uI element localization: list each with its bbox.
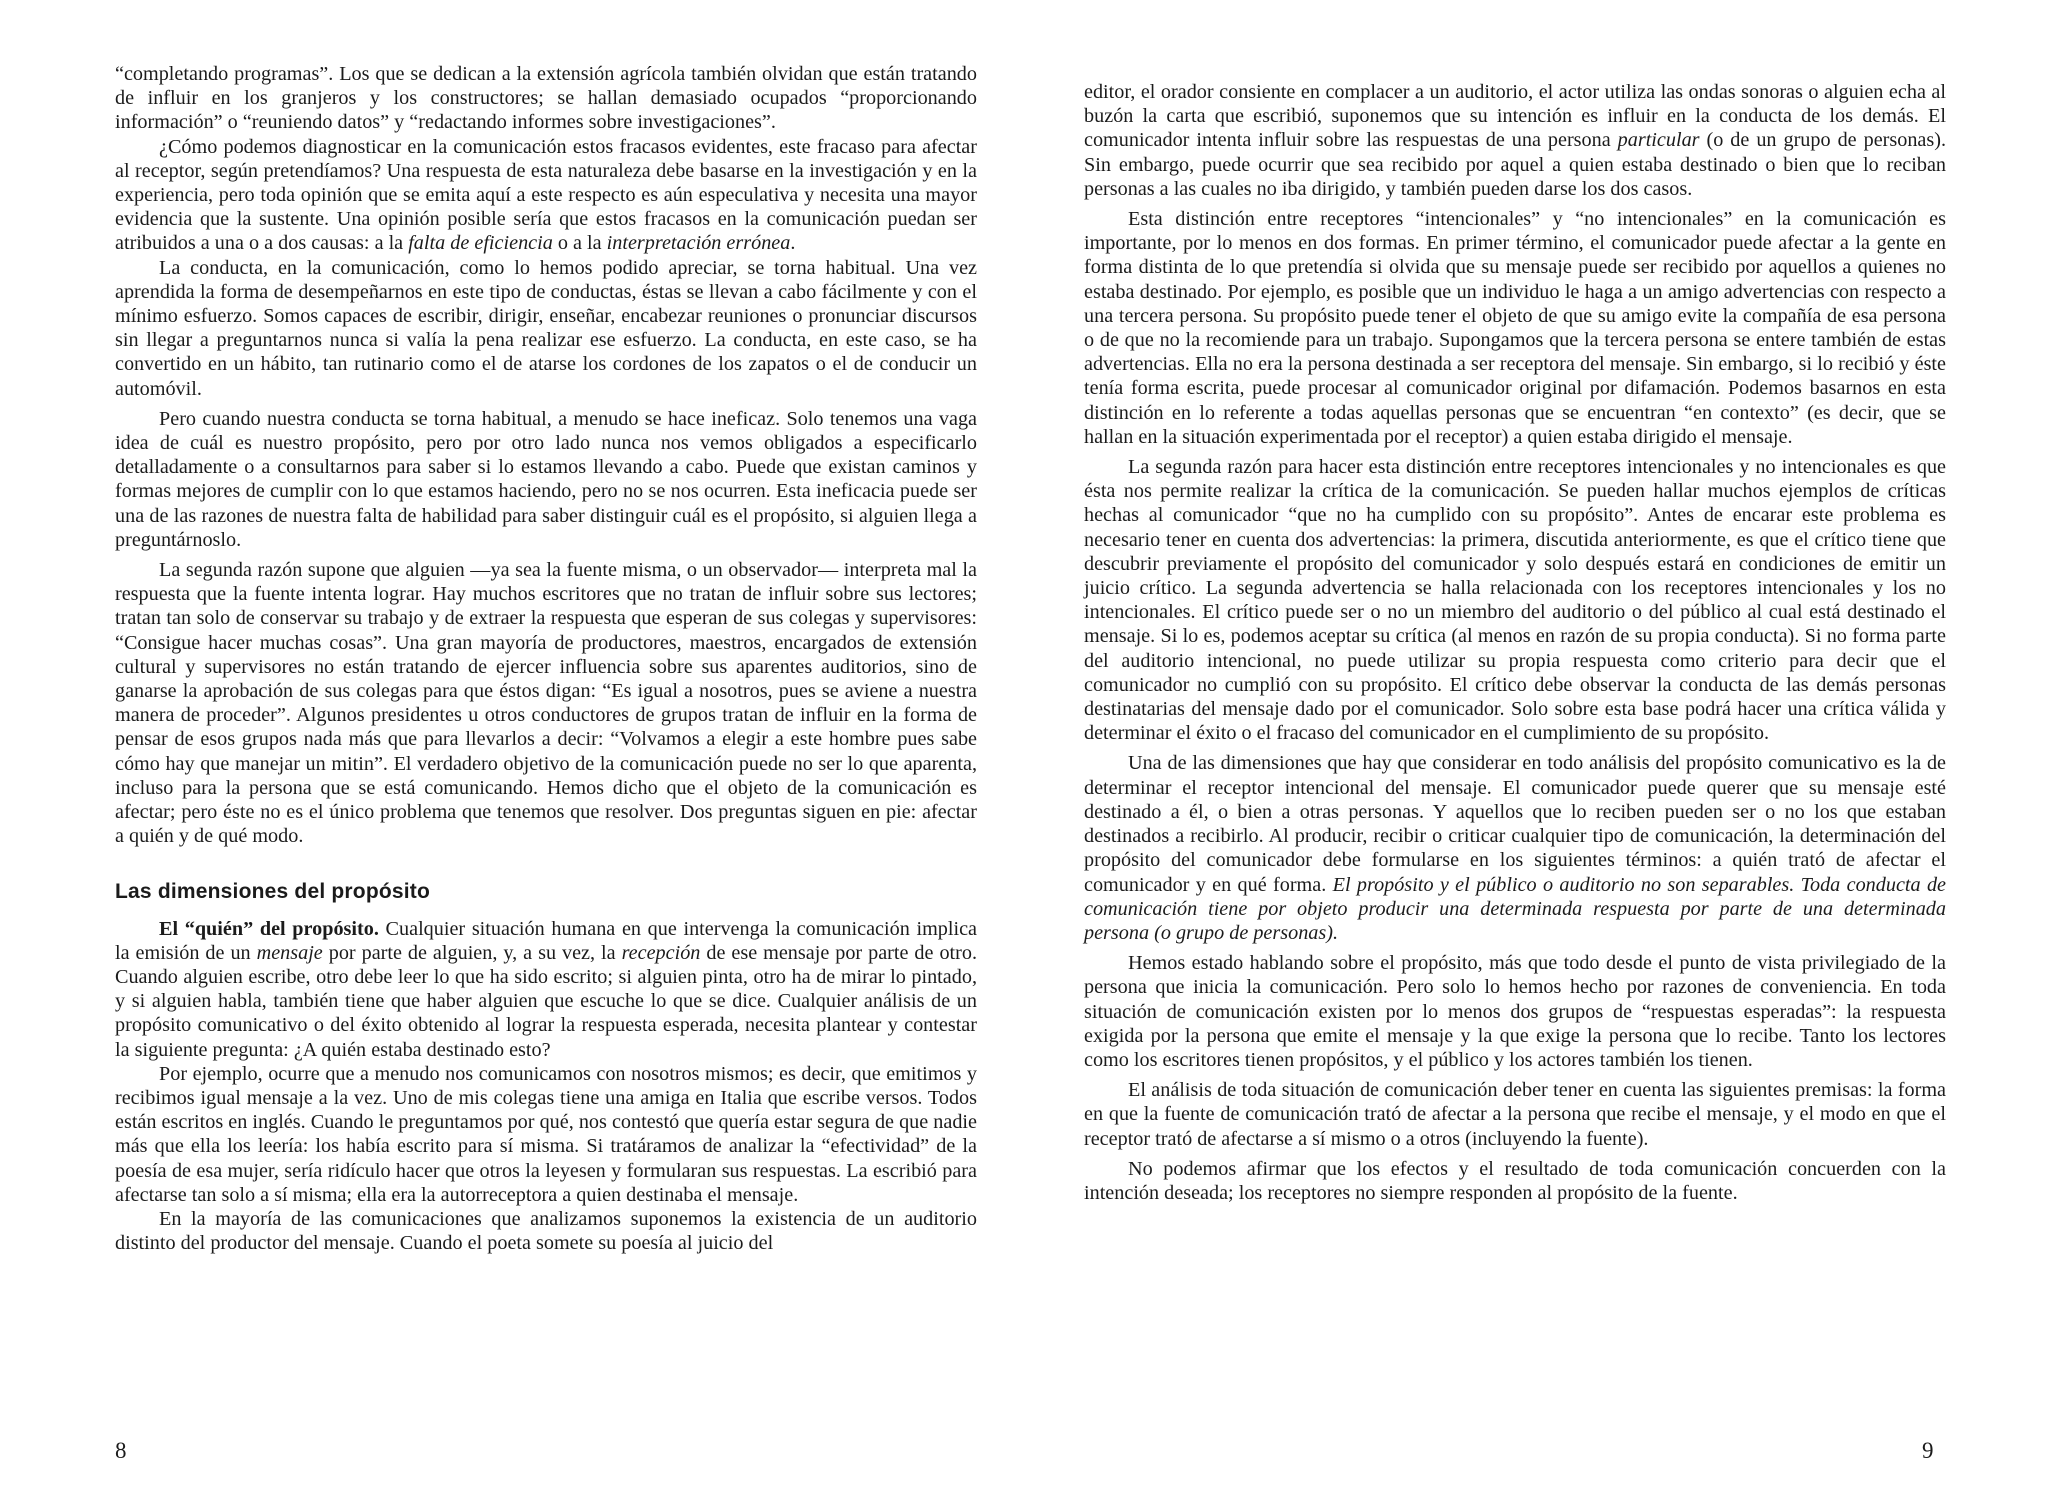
right-page-text <box>1084 80 1946 1205</box>
paragraph: En la mayoría de las comunicaciones que analizamos suponemos la existencia de un auditorio distinto del productor del mensaje. Cuando el poeta somete su poesía al juicio del <box>115 1207 977 1255</box>
page-number: 8 <box>115 1438 127 1463</box>
paragraph: Una de las dimensiones que hay que considerar en todo análisis del propósito comunicativo es la de determinar el receptor intencional del mensaje. El comunicador puede querer que su mensaje esté destinado a él, o bien a otras personas. Y aquellos que lo reciben pueden ser o no los que estaban destinados a recibirlo. Al producir, recibir o criticar cualquier tipo de comunicación, la determinación del propósito del comunicador debe formularse en los siguientes términos: a quién trató de afectar el comunicador y en qué forma. El propósito y el público o auditorio no son separables. Toda conducta de comunicación tiene por objeto producir una determinada respuesta por parte de una determinada persona (o grupo de personas). <box>1084 752 1946 944</box>
right-page <box>1024 0 2048 1501</box>
paragraph: El análisis de toda situación de comunicación deber tener en cuenta las siguientes premisas: la forma en que la fuente de comunicación trató de afectar a la persona que recibe el mensaje, y el modo en que el receptor trató de afectarse a sí mismo o a otros (incluyendo la fuente). <box>1084 1079 1946 1150</box>
paragraph: No podemos afirmar que los efectos y el resultado de toda comunicación concuerden con la intención deseada; los receptores no siempre responden al propósito de la fuente. <box>1084 1157 1946 1204</box>
paragraph: editor, el orador consiente en complacer a un auditorio, el actor utiliza las ondas sonoras o alguien echa al buzón la carta que escribió, suponemos que su intención es influir en la conducta de los demás. El comunicador intenta influir sobre las respuestas de una persona particular (o de un grupo de personas). Sin embargo, puede ocurrir que sea recibido por aquel a quien estaba destinado o bien que lo reciban personas a las cuales no iba dirigido, y también pueden darse los dos casos. <box>1084 81 1947 200</box>
paragraph: Por ejemplo, ocurre que a menudo nos comunicamos con nosotros mismos; es decir, que emitimos y recibimos igual mensaje a la vez. Uno de mis colegas tiene una amiga en Italia que escribe versos. Todos están escritos en inglés. Cuando le preguntamos por qué, nos contestó que quería estar segura de que nadie más que ella los leería: los había escrito para sí misma. Si tratáramos de analizar la “efectividad” de la poesía de esa mujer, sería ridículo hacer que otros la leyesen y formularan sus respuestas. La escribió para afectarse tan solo a sí misma; ella era la autorreceptora a quien destinaba el mensaje. <box>115 1062 977 1206</box>
paragraph: La segunda razón supone que alguien —ya sea la fuente misma, o un observador— interpreta mal la respuesta que la fuente intenta lograr. Hay muchos escritores que no tratan de influir sobre sus lectores; tratan tan solo de conservar su trabajo y de extraer la respuesta que esperan de sus colegas y supervisores: “Consigue hacer muchas cosas”. Una gran mayoría de productores, maestros, encargados de extensión cultural y supervisores no están tratando de ejercer influencia sobre sus aparentes auditorios, sino de ganarse la aprobación de sus colegas para que éstos digan: “Es igual a nosotros, pues se aviene a nuestra manera de proceder”. Algunos presidentes u otros conductores de grupos tratan de influir en la forma de pensar de esos grupos nada más que para llevarlos a decir: “Volvamos a elegir a este hombre pues sabe cómo hay que manejar un mitin”. El verdadero objetivo de la comunicación puede no ser lo que aparenta, incluso para la persona que se está comunicando. Hemos dicho que el objeto de la comunicación es afectar; pero éste no es el único problema que tenemos que resolver. Dos preguntas siguen en pie: afectar a quién y de qué modo. <box>115 559 977 848</box>
paragraph: El “quién” del propósito. Cualquier situación humana en que intervenga la comunicación implica la emisión de un mensaje por parte de alguien, y, a su vez, la recepción de ese mensaje por parte de otro. Cuando alguien escribe, otro debe leer lo que ha sido escrito; si alguien pinta, otro ha de mirar lo pintado, y si alguien habla, también tiene que haber alguien que escuche lo que se dice. Cualquier análisis de un propósito comunicativo o del éxito obtenido al lograr la respuesta esperada, necesita plantear y contestar la siguiente pregunta: ¿A quién estaba destinado esto? <box>115 917 978 1061</box>
paragraph: ¿Cómo podemos diagnosticar en la comunicación estos fracasos evidentes, este fracaso para afectar al receptor, según pretendíamos? Una respuesta de esta naturaleza debe basarse en la investigación y en la experiencia, pero toda opinión que se emita aquí a este respecto es aún especulativa y necesita una mayor evidencia que la sustente. Una opinión posible sería que estos fracasos en la comunicación puedan ser atribuidos a una o a dos causas: a la falta de eficiencia o a la interpretación errónea. <box>115 135 977 255</box>
paragraph: “completando programas”. Los que se dedican a la extensión agrícola también olvidan que están tratando de influir en los granjeros y los constructores; se hallan demasiado ocupados “proporcionando información” o “reuniendo datos” y “redactando informes sobre investigaciones”. <box>115 63 977 134</box>
page-number: 9 <box>1922 1438 1934 1463</box>
left-page-text <box>115 62 977 1255</box>
section-heading: Las dimensiones del propósito <box>115 879 431 903</box>
paragraph: La segunda razón para hacer esta distinción entre receptores intencionales y no intencionales es que ésta nos permite realizar la crítica de la comunicación. Se pueden hallar muchos ejemplos de críticas hechas al comunicador “que no ha cumplido con su propósito”. Antes de encarar este problema es necesario tener en cuenta dos advertencias: la primera, discutida anteriormente, es que el crítico tiene que descubrir previamente el propósito del comunicador y solo después estará en condiciones de emitir un juicio crítico. La segunda advertencia se halla relacionada con los receptores intencionales y los no intencionales. El crítico puede ser o no un miembro del auditorio o del público al cual está destinado el mensaje. Si lo es, podemos aceptar su crítica (al menos en razón de su propia conducta). Si no forma parte del auditorio intencional, no puede utilizar su propia respuesta como criterio para decir que el comunicador no cumplió con su propósito. El crítico debe observar la conducta de las demás personas destinatarias del mensaje dado por el comunicador. Solo sobre esta base podrá hacer una crítica válida y determinar el éxito o el fracaso del comunicador en el cumplimiento de su propósito. <box>1084 456 1946 745</box>
run-in-heading: El “quién” del propósito. <box>159 917 379 940</box>
paragraph: La conducta, en la comunicación, como lo hemos podido apreciar, se torna habitual. Una vez aprendida la forma de desempeñarnos en este tipo de conductas, éstas se llevan a cabo fácilmente y con el mínimo esfuerzo. Somos capaces de escribir, dirigir, enseñar, encabezar reuniones o pronunciar discursos sin llegar a preguntarnos nunca si valía la pena realizar ese esfuerzo. La conducta, en este caso, se ha convertido en un hábito, tan rutinario como el de atarse los cordones de los zapatos o el de conducir un automóvil. <box>115 256 977 400</box>
paragraph: Esta distinción entre receptores “intencionales” y “no intencionales” en la comunicación es importante, por lo menos en dos formas. En primer término, el comunicador puede afectar a la gente en forma distinta de lo que pretendía si olvida que su mensaje puede ser recibido por aquellos a quienes no estaba destinado. Por ejemplo, es posible que un individuo le haga a un amigo advertencias con respecto a una tercera persona. Su propósito puede tener el objeto de que su amigo evite la compañía de esa persona o de que no la recomiende para un trabajo. Supongamos que la tercera persona se entere también de estas advertencias. Ella no era la persona destinada a ser receptora del mensaje. Sin embargo, si lo recibió y éste tenía forma escrita, puede procesar al comunicador original por difamación. Podemos basarnos en esta distinción en lo referente a todas aquellas personas que se encuentran “en contexto” (es decir, que se hallan en la situación experimentada por el receptor) a quien estaba dirigido el mensaje. <box>1084 208 1946 448</box>
paragraph: Pero cuando nuestra conducta se torna habitual, a menudo se hace ineficaz. Solo tenemos una vaga idea de cuál es nuestro propósito, pero por otro lado nunca nos vemos obligados a especificarlo detalladamente o a consultarnos para saber si lo estamos llevando a cabo. Puede que existan caminos y formas mejores de cumplir con lo que estamos haciendo, pero no se nos ocurren. Esta ineficacia puede ser una de las razones de nuestra falta de habilidad para saber distinguir cuál es el propósito, si alguien llega a preguntárnoslo. <box>115 407 977 551</box>
paragraph: Hemos estado hablando sobre el propósito, más que todo desde el punto de vista privilegiado de la persona que inicia la comunicación. Pero solo lo hemos hecho por razones de conveniencia. En toda situación de comunicación existen por lo menos dos grupos de “respuestas esperadas”: la respuesta exigida por la persona que emite el mensaje y la que exige la persona que lo recibe. Tanto los lectores como los escritores tienen propósitos, y el público y los actores también los tienen. <box>1084 952 1946 1071</box>
